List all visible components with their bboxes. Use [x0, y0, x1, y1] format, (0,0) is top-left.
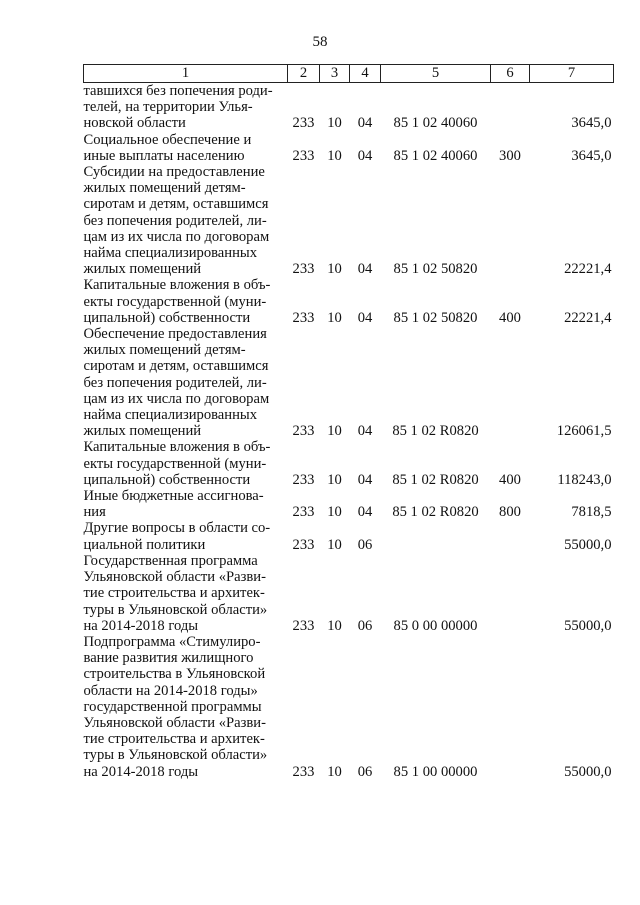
table-row [84, 634, 614, 780]
row-target-article: 85 1 02 50820 [393, 309, 478, 326]
row-target-article: 85 1 02 40060 [393, 147, 478, 164]
row-name: Иные бюджетные ассигнова- ния [83, 488, 264, 521]
row-target-article: 85 1 00 00000 [393, 763, 478, 780]
row-subsection-code: 04 [357, 471, 373, 488]
row-amount: 55000,0 [564, 617, 612, 634]
row-section-code: 10 [327, 115, 342, 132]
row-subsection-code: 06 [357, 536, 373, 553]
row-expense-type [491, 326, 530, 439]
row-name: Государственная программа Ульяновской области «Разви- тие строительства и архитек- туры в Ульяновской области» на 2014-2018 годы [83, 552, 268, 634]
row-target-article: 85 0 00 00000 [393, 617, 478, 634]
table-row [84, 132, 614, 164]
row-name: Социальное обеспечение и иные выплаты населению [83, 131, 252, 164]
row-subsection-code: 04 [357, 115, 373, 132]
row-name: Капитальные вложения в объ- екты государственной (муни- ципальной) собственности [83, 277, 271, 326]
row-amount: 3645,0 [571, 147, 612, 164]
row-amount: 55000,0 [564, 763, 612, 780]
row-glav-code: 233 [292, 423, 315, 440]
column-header: 7 [530, 65, 614, 83]
row-section-code: 10 [327, 617, 342, 634]
row-section-code: 10 [327, 763, 342, 780]
row-subsection-code: 06 [357, 617, 373, 634]
column-header: 5 [381, 65, 491, 83]
row-target-article: 85 1 02 R0820 [392, 504, 479, 521]
row-expense-type: 300 [499, 147, 521, 164]
row-glav-code: 233 [292, 147, 315, 164]
row-expense-type [491, 634, 530, 780]
table-row [84, 164, 614, 277]
row-name: Другие вопросы в области со- циальной политики [83, 520, 271, 553]
row-glav-code: 233 [292, 617, 315, 634]
row-subsection-code: 04 [357, 147, 373, 164]
row-section-code: 10 [327, 147, 342, 164]
row-section-code: 10 [327, 309, 342, 326]
row-glav-code: 233 [292, 536, 315, 553]
row-expense-type: 400 [499, 471, 521, 488]
row-amount: 7818,5 [571, 504, 612, 521]
row-target-article: 85 1 02 50820 [393, 261, 478, 278]
row-glav-code: 233 [292, 471, 315, 488]
row-glav-code: 233 [292, 261, 315, 278]
row-expense-type [491, 520, 530, 552]
row-glav-code: 233 [292, 115, 315, 132]
table-row [84, 277, 614, 326]
table-header-row [84, 65, 614, 83]
row-subsection-code: 04 [357, 504, 373, 521]
column-header: 6 [491, 65, 530, 83]
table-row [84, 439, 614, 488]
row-name: Капитальные вложения в объ- екты государственной (муни- ципальной) собственности [83, 439, 271, 488]
row-glav-code: 233 [292, 763, 315, 780]
row-target-article: 85 1 02 40060 [393, 115, 478, 132]
row-subsection-code: 04 [357, 309, 373, 326]
column-header: 1 [84, 65, 288, 83]
row-section-code: 10 [327, 423, 342, 440]
row-subsection-code: 04 [357, 423, 373, 440]
row-name: тавшихся без попечения роди- телей, на территории Улья- новской области [83, 83, 273, 132]
page-number: 58 [312, 34, 328, 50]
row-amount: 22221,4 [564, 309, 612, 326]
column-header: 2 [288, 65, 320, 83]
row-name: Обеспечение предоставления жилых помещений детям- сиротам и детям, оставшимся без попечения родителей, ли- цам из их числа по договорам найма специализированных жилых помещений [83, 326, 270, 440]
row-section-code: 10 [327, 504, 342, 521]
row-subsection-code: 04 [357, 261, 373, 278]
row-subsection-code: 06 [357, 763, 373, 780]
table-row [84, 326, 614, 439]
column-header: 3 [320, 65, 350, 83]
row-amount: 22221,4 [564, 261, 612, 278]
column-header: 4 [350, 65, 381, 83]
row-glav-code: 233 [292, 309, 315, 326]
row-amount: 118243,0 [557, 471, 612, 488]
row-expense-type: 400 [499, 309, 521, 326]
row-expense-type [491, 83, 530, 132]
row-amount: 55000,0 [564, 536, 612, 553]
row-glav-code: 233 [292, 504, 315, 521]
row-target-article: 85 1 02 R0820 [392, 471, 479, 488]
row-expense-type: 800 [499, 504, 521, 521]
table-row [84, 520, 614, 552]
row-section-code: 10 [327, 261, 342, 278]
table-row [84, 553, 614, 634]
row-section-code: 10 [327, 471, 342, 488]
row-expense-type [491, 164, 530, 277]
row-amount: 3645,0 [571, 115, 612, 132]
row-expense-type [491, 553, 530, 634]
budget-table [83, 64, 614, 780]
row-section-code: 10 [327, 536, 342, 553]
row-amount: 126061,5 [556, 423, 612, 440]
row-target-article: 85 1 02 R0820 [392, 423, 479, 440]
row-name: Субсидии на предоставление жилых помещений детям- сиротам и детям, оставшимся без попечения родителей, ли- цам из их числа по договорам найма специализированных жилых помещений [83, 164, 270, 278]
row-target-article [381, 520, 491, 552]
row-name: Подпрограмма «Стимулиро- вание развития жилищного строительства в Ульяновской области на 2014-2018 годы» государственной программы Ульяновской области «Разви- тие строительства и архитек- туры в Ульяновской области» на 2014-2018 годы [83, 633, 268, 780]
table-body [84, 83, 614, 780]
table-row [84, 83, 614, 132]
table-row [84, 488, 614, 520]
